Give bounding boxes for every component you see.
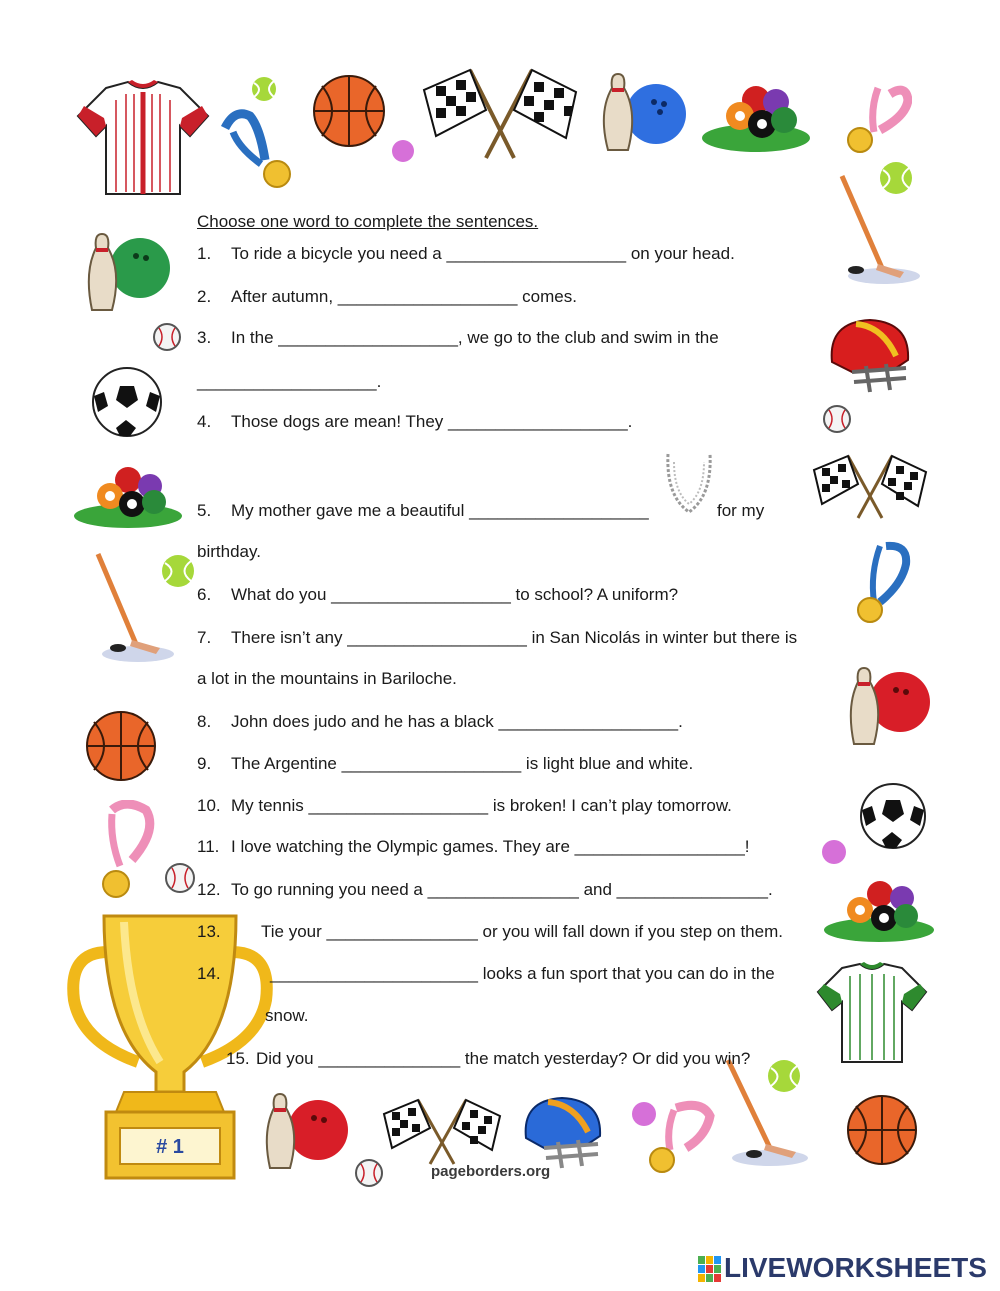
hockey-stick-icon (88, 550, 182, 666)
sentence-2[interactable]: After autumn, ___________________ comes. (231, 287, 577, 306)
item-number: 4. (197, 412, 212, 431)
football-helmet-icon (826, 316, 914, 396)
item-number: 8. (197, 712, 212, 731)
sentence-14-continued: snow. (265, 1006, 309, 1025)
hockey-stick-icon (716, 1056, 816, 1172)
item-number: 10. (197, 796, 221, 815)
item-number: 7. (197, 628, 212, 647)
item-number: 9. (197, 754, 212, 773)
baseball-icon (152, 322, 182, 352)
soccer-ball-icon (856, 782, 930, 850)
baseball-icon (354, 1158, 384, 1188)
sentence-14[interactable]: ______________________ looks a fun sport that you can do in the (270, 964, 775, 983)
sentence-13[interactable]: Tie your ________________ or you will fall down if you step on them. (261, 922, 783, 941)
medal-icon (840, 80, 912, 156)
baseball-icon (822, 404, 852, 434)
liveworksheets-watermark: LIVEWORKSHEETS (724, 1252, 987, 1283)
sentence-11[interactable]: I love watching the Olympic games. They are __________________! (231, 837, 750, 856)
sentence-6[interactable]: What do you ___________________ to school? A uniform? (231, 585, 679, 604)
baseball-jersey-icon (76, 80, 210, 198)
pool-balls-icon (72, 466, 184, 530)
ball-icon (820, 838, 848, 866)
trophy-label: # 1 (156, 1136, 184, 1158)
sentence-4[interactable]: Those dogs are mean! They ___________________. (231, 412, 633, 431)
sentence-5-after-image: for my (717, 501, 765, 520)
item-number: 15. (226, 1049, 250, 1068)
hockey-stick-icon (828, 172, 922, 290)
instruction-heading: Choose one word to complete the sentences. (197, 212, 539, 231)
basketball-icon (846, 1094, 918, 1166)
sentence-1[interactable]: To ride a bicycle you need a ___________________ on your head. (231, 244, 735, 263)
checkered-flags-icon (382, 1096, 502, 1166)
sentence-10[interactable]: My tennis ___________________ is broken! I can’t play tomorrow. (231, 796, 732, 815)
baseball-icon (164, 862, 196, 894)
checkered-flags-icon (422, 66, 578, 160)
sentence-3[interactable]: In the ___________________, we go to the club and swim in the (231, 328, 719, 347)
sentence-8[interactable]: John does judo and he has a black ___________________. (231, 712, 683, 731)
item-number: 6. (197, 585, 212, 604)
item-number: 11. (197, 837, 220, 856)
item-number: 3. (197, 328, 212, 347)
jersey-icon (816, 962, 928, 1066)
sentence-12[interactable]: To go running you need a ________________ and ________________. (231, 880, 773, 899)
item-number: 12. (197, 880, 221, 899)
basketball-icon (312, 74, 386, 148)
tennis-ball-icon (250, 75, 278, 103)
bowling-pin-and-ball-icon (84, 230, 174, 314)
medal-icon (215, 108, 295, 190)
sentence-15[interactable]: Did you _______________ the match yesterday? Or did you win? (256, 1049, 751, 1068)
soccer-ball-icon (90, 366, 164, 438)
border-credit: pageborders.org (431, 1163, 551, 1180)
ball-icon (630, 1100, 658, 1128)
sentence-9[interactable]: The Argentine ___________________ is light blue and white. (231, 754, 694, 773)
checkered-flags-icon (812, 452, 928, 520)
pool-balls-icon (700, 84, 812, 154)
ball-icon (390, 138, 416, 164)
item-number: 13. (197, 922, 221, 941)
necklace-icon (664, 452, 714, 518)
liveworksheets-logo-icon (698, 1256, 722, 1284)
sentence-7-continued: a lot in the mountains in Bariloche. (197, 669, 457, 688)
bowling-pin-and-ball-icon (598, 72, 690, 154)
item-number: 5. (197, 501, 212, 520)
sentence-7[interactable]: There isn’t any ___________________ in San Nicolás in winter but there is (231, 628, 798, 647)
sentence-3-continued[interactable]: ___________________. (197, 372, 382, 391)
item-number: 2. (197, 287, 212, 306)
sentence-5-continued: birthday. (197, 542, 261, 561)
football-helmet-icon (520, 1094, 606, 1170)
bowling-pin-and-ball-icon (846, 664, 934, 748)
sentence-5[interactable]: My mother gave me a beautiful ___________________ (231, 501, 649, 520)
medal-icon (96, 800, 162, 902)
basketball-icon (84, 710, 158, 782)
medal-icon (850, 540, 912, 626)
item-number: 14. (197, 964, 221, 983)
item-number: 1. (197, 244, 212, 263)
pool-balls-icon (822, 878, 936, 944)
